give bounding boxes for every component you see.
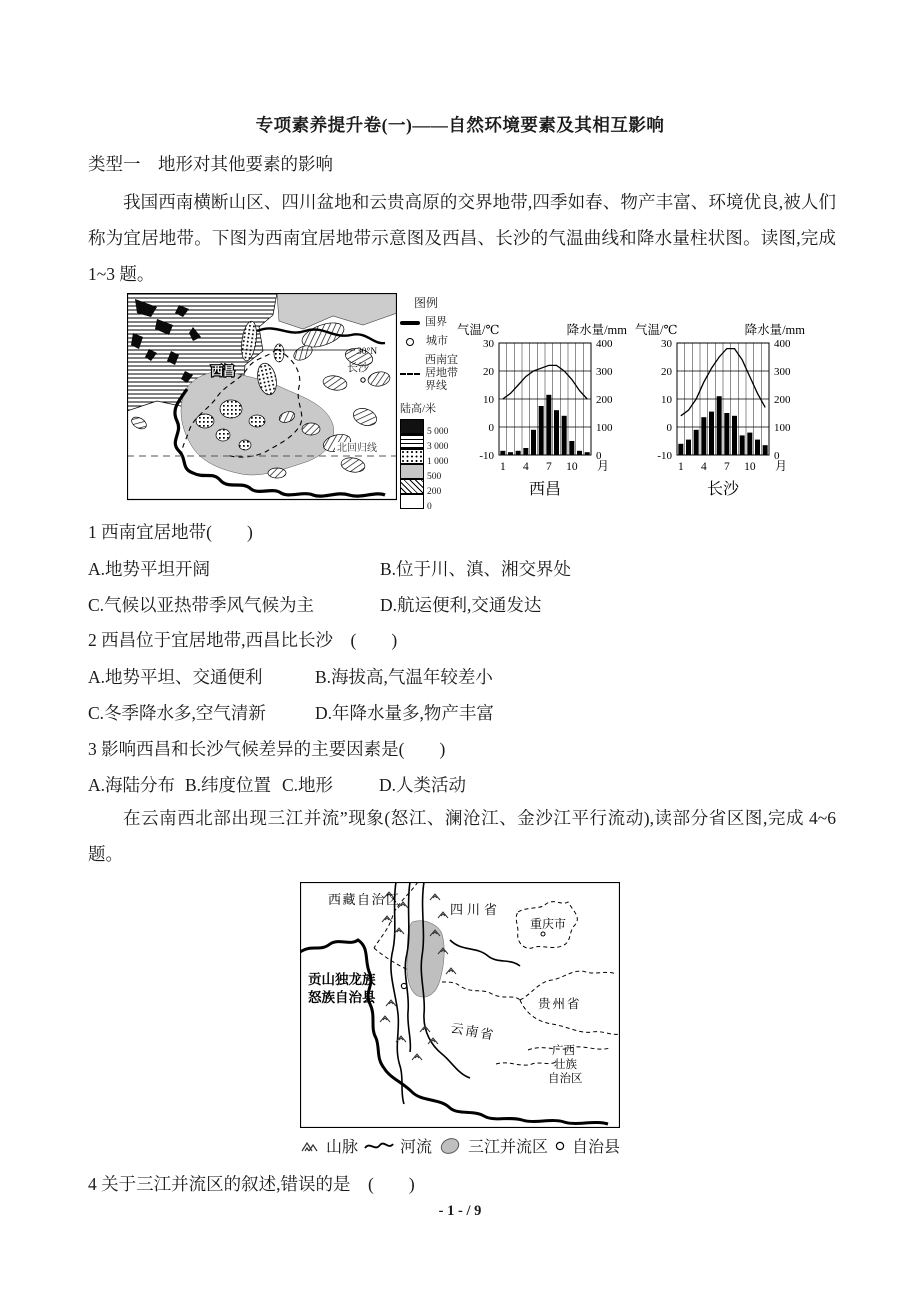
option-3d: D.人类活动 — [379, 775, 467, 795]
city-symbol — [406, 338, 414, 346]
svg-text:-10: -10 — [479, 450, 494, 462]
elevation-step: 0 — [400, 494, 466, 509]
svg-text:200: 200 — [596, 394, 613, 406]
svg-text:长沙: 长沙 — [706, 481, 740, 498]
climate-chart-changsha — [633, 321, 807, 504]
svg-text:西昌: 西昌 — [528, 481, 562, 498]
svg-text:4: 4 — [700, 461, 707, 473]
svg-text:1: 1 — [499, 461, 506, 473]
guangxi-label-line2: 壮族 — [554, 1059, 577, 1071]
dashed-boundary-symbol — [400, 373, 420, 375]
question-2-stem: 2 西昌位于宜居地带,西昌比长沙 ( ) — [88, 630, 398, 650]
svg-text:1: 1 — [677, 461, 684, 473]
province-map — [300, 882, 620, 1128]
elevation-step: 5 000 — [400, 419, 466, 434]
svg-text:400: 400 — [774, 338, 791, 350]
option-1d: D.航运便利,交通发达 — [380, 595, 542, 615]
legend-title: 图例 — [414, 296, 439, 310]
svg-text:10: 10 — [566, 461, 578, 473]
svg-text:7: 7 — [723, 461, 730, 473]
svg-text:10: 10 — [483, 394, 494, 406]
gongshan-label-line1: 贡山独龙族 — [308, 972, 376, 987]
gongshan-label-line2: 怒族自治县 — [308, 990, 376, 1005]
svg-text:100: 100 — [596, 422, 613, 434]
changsha-city-marker — [361, 378, 365, 382]
legend-label: 国界 — [425, 316, 447, 328]
question-1-stem: 1 西南宜居地带( ) — [88, 522, 253, 542]
tropic-of-cancer-label: 北回归线 — [337, 443, 377, 454]
legend-label-county: 自治县 — [572, 1139, 621, 1156]
svg-text:0: 0 — [774, 450, 780, 462]
sichuan-label: 四川省 — [450, 902, 502, 917]
svg-text:7: 7 — [545, 461, 552, 473]
figure-three-rivers — [300, 882, 620, 1164]
question-4-stem: 4 关于三江并流区的叙述,错误的是 ( ) — [88, 1174, 415, 1194]
svg-text:300: 300 — [774, 366, 791, 378]
svg-text:0: 0 — [666, 422, 672, 434]
page-title: 专项素养提升卷(一)——自然环境要素及其相互影响 — [255, 115, 665, 135]
question-2-options-row1 — [88, 664, 493, 689]
chongqing-city-marker — [541, 932, 545, 936]
map2-legend — [300, 1134, 620, 1157]
legend-label-region: 三江并流区 — [468, 1139, 549, 1156]
xizang-label: 西藏自治区 — [328, 892, 401, 907]
svg-text:400: 400 — [596, 338, 613, 350]
guangxi-label-line1: 广西 — [552, 1045, 575, 1057]
question-1-options-row2 — [88, 592, 541, 617]
option-1c: C.气候以亚热带季风气候为主 — [88, 595, 315, 615]
svg-text:10: 10 — [661, 394, 672, 406]
legend-label-river: 河流 — [400, 1139, 433, 1156]
option-3c: C.地形 — [282, 775, 334, 795]
svg-text:降水量/mm: 降水量/mm — [566, 323, 627, 337]
svg-text:4: 4 — [522, 461, 529, 473]
option-3b: B.纬度位置 — [185, 775, 272, 795]
option-3a: A.海陆分布 — [88, 775, 176, 795]
climate-chart-xichang — [455, 321, 629, 504]
legend-label-mountain: 山脉 — [325, 1139, 358, 1156]
elevation-step: 1 000 — [400, 449, 466, 464]
changsha-map-label: 长沙 — [347, 362, 369, 374]
svg-text:100: 100 — [774, 422, 791, 434]
option-2a: A.地势平坦、交通便利 — [88, 667, 263, 687]
autonomous-county-marker — [401, 983, 406, 988]
three-rivers-region-icon — [438, 1137, 462, 1155]
national-boundary-symbol — [400, 321, 420, 325]
intro-paragraph-2: 在云南西北部出现三江并流”现象(怒江、澜沧江、金沙江平行流动),读部分省区图,完成 4~6 题。 — [88, 808, 836, 864]
question-1-options-row1 — [88, 556, 571, 581]
guizhou-label: 贵州省 — [538, 997, 582, 1011]
svg-text:0: 0 — [596, 450, 602, 462]
svg-text:降水量/mm: 降水量/mm — [744, 323, 805, 337]
legend-label: 西南宜居地带界线 — [425, 354, 458, 392]
svg-text:-10: -10 — [657, 450, 672, 462]
elevation-step: 3 000 — [400, 434, 466, 449]
legend-label: 城市 — [426, 335, 448, 347]
figure-livable-zone — [127, 293, 807, 512]
chongqing-label: 重庆市 — [530, 917, 567, 931]
svg-text:300: 300 — [596, 366, 613, 378]
yunnan-label: 云南省 — [449, 1020, 497, 1043]
intro-paragraph-1: 我国西南横断山区、四川盆地和云贵高原的交界地带,四季如春、物产丰富、环境优良,被人们称为宜居地带。下图为西南宜居地带示意图及西昌、长沙的气温曲线和降水量柱状图。读图,完成 1~3 题。 — [88, 192, 836, 284]
svg-text:气温/℃: 气温/℃ — [457, 323, 500, 337]
river-icon — [364, 1140, 394, 1152]
autonomous-county-icon — [554, 1140, 566, 1152]
option-1a: A.地势平坦开阔 — [88, 559, 211, 579]
section-heading: 类型一 地形对其他要素的影响 — [88, 154, 333, 174]
svg-text:月: 月 — [774, 459, 788, 473]
mountain-icon — [300, 1139, 320, 1153]
svg-text:20: 20 — [661, 366, 672, 378]
terrain-map — [127, 293, 397, 505]
svg-text:30: 30 — [661, 338, 672, 350]
latitude-30n-label: 30°N — [357, 347, 378, 357]
svg-text:0: 0 — [488, 422, 494, 434]
page-footer: - 1 - / 9 — [438, 1203, 482, 1219]
svg-text:气温/℃: 气温/℃ — [635, 323, 678, 337]
option-2c: C.冬季降水多,空气清新 — [88, 703, 266, 723]
option-2d: D.年降水量多,物产丰富 — [315, 703, 494, 723]
svg-text:10: 10 — [744, 461, 756, 473]
elevation-step: 200 — [400, 479, 466, 494]
svg-text:30: 30 — [483, 338, 494, 350]
elevation-step: 500 — [400, 464, 466, 479]
xichang-map-label: 西昌 — [211, 364, 236, 378]
svg-text:200: 200 — [774, 394, 791, 406]
question-2-options-row2 — [88, 700, 494, 725]
svg-text:月: 月 — [596, 459, 610, 473]
question-3-options — [88, 772, 466, 797]
guangxi-label-line3: 自治区 — [548, 1073, 583, 1085]
svg-text:20: 20 — [483, 366, 494, 378]
elevation-scale-title: 陆高/米 — [400, 403, 437, 415]
option-2b: B.海拔高,气温年较差小 — [315, 667, 493, 687]
option-1b: B.位于川、滇、湘交界处 — [380, 559, 572, 579]
question-3-stem: 3 影响西昌和长沙气候差异的主要因素是( ) — [88, 739, 446, 759]
